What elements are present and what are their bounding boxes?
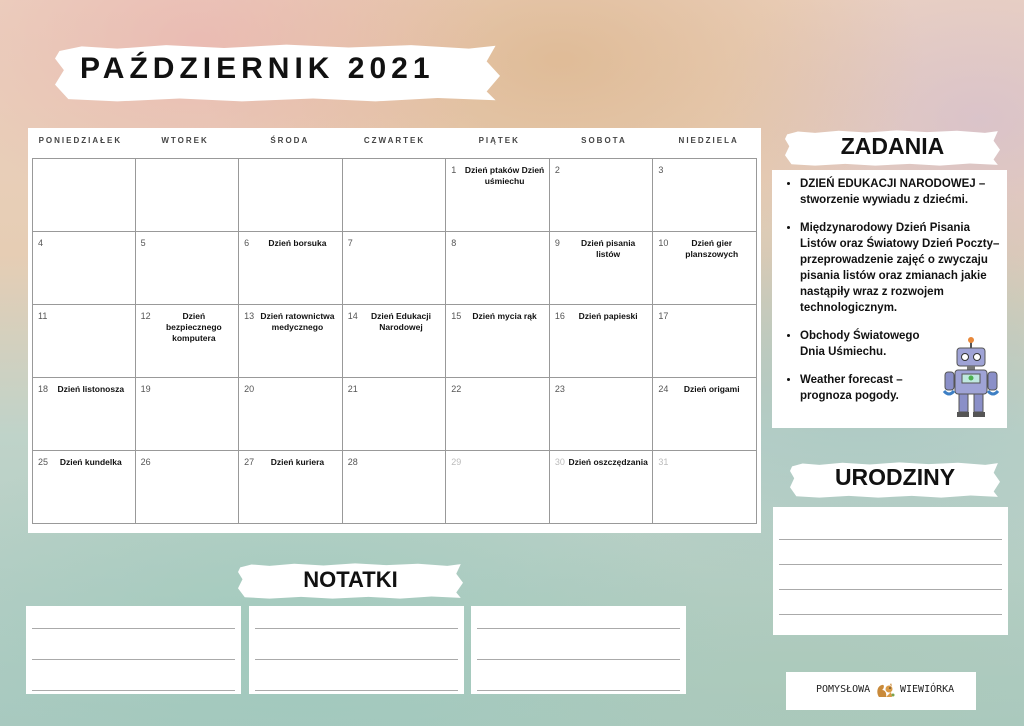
calendar-cell[interactable] [343,305,447,378]
notes-box-3[interactable] [471,606,686,694]
brand-left: POMYSŁOWA [816,684,871,695]
calendar-cell[interactable] [136,378,240,451]
calendar-cell[interactable] [239,159,343,232]
calendar-cell[interactable] [550,451,654,524]
day-event: Dzień mycia rąk [472,311,537,321]
calendar-cell[interactable] [136,305,240,378]
day-number: 3 [658,165,664,175]
day-event: Dzień gier planszowych [685,238,739,259]
tasks-heading: ZADANIA [840,133,945,159]
squirrel-icon [875,681,895,699]
birthdays-heading: URODZINY [834,464,956,490]
weekday-5: SOBOTA [581,136,627,145]
calendar-cell[interactable] [446,451,550,524]
calendar-cell[interactable] [32,451,136,524]
calendar-cell[interactable] [446,378,550,451]
page-title: PAŹDZIERNIK 2021 [80,52,435,85]
calendar-cell[interactable] [343,159,447,232]
day-event: Dzień kuriera [270,457,325,467]
calendar-grid [32,158,757,525]
day-event: Dzień pisania listów [580,238,636,259]
calendar-cell[interactable] [446,232,550,305]
day-number: 29 [451,457,462,467]
day-event: Dzień origami [683,384,740,394]
weekday-1: WTOREK [161,136,209,145]
day-number: 24 [658,384,669,394]
day-number: 16 [554,311,565,321]
day-number: 6 [244,238,250,248]
calendar-cell[interactable] [239,232,343,305]
day-event: Dzień papieski [578,311,638,321]
day-number: 12 [140,311,151,321]
calendar-cell[interactable] [653,378,757,451]
day-number: 22 [451,384,462,394]
robot-icon [942,336,1000,418]
day-number: 27 [244,457,255,467]
calendar-cell[interactable] [32,232,136,305]
calendar-cell[interactable] [550,305,654,378]
calendar-cell[interactable] [550,378,654,451]
day-event: Dzień borsuka [268,238,327,248]
notes-box-1[interactable] [26,606,241,694]
weekday-3: CZWARTEK [363,136,426,145]
day-event: Dzień ptaków Dzień uśmiechu [464,165,545,186]
day-number: 19 [140,384,151,394]
task-item: • Obchody Światowego Dnia Uśmiechu. [800,328,1007,360]
day-number: 13 [244,311,255,321]
day-number: 25 [38,457,49,467]
brand-right: WIEWIÓRKA [900,684,955,695]
notes-box-2[interactable] [249,606,464,694]
day-number: 20 [244,384,255,394]
calendar-cell[interactable] [32,159,136,232]
calendar-cell[interactable] [239,378,343,451]
day-number: 4 [38,238,44,248]
calendar-cell[interactable] [653,451,757,524]
birthdays-box[interactable] [773,507,1008,635]
day-number: 30 [554,457,565,467]
calendar-cell[interactable] [239,451,343,524]
calendar-cell[interactable] [550,159,654,232]
day-number: 31 [658,457,669,467]
calendar-cell[interactable] [343,232,447,305]
day-event: Dzień listonosza [57,384,125,394]
tasks-panel [772,170,1007,428]
day-number: 10 [658,238,669,248]
calendar [28,128,761,533]
calendar-cell[interactable] [239,305,343,378]
calendar-cell[interactable] [343,378,447,451]
task-item: • Międzynarodowy Dzień Pisania Listów oraz Światowy Dzień Poczty– przeprowadzenie zajęć o zwyczaju pisania listów oraz zmianach jakie nastąpiły wraz z rozwojem technologicznym. [800,220,1007,316]
calendar-cell[interactable] [32,378,136,451]
day-number: 1 [451,165,457,175]
notes-heading: NOTATKI [303,567,398,592]
weekday-0: PONIEDZIAŁEK [38,136,123,145]
day-number: 17 [658,311,669,321]
day-number: 23 [554,384,565,394]
calendar-cell[interactable] [136,232,240,305]
day-number: 5 [140,238,146,248]
day-number: 9 [554,238,560,248]
weekday-6: NIEDZIELA [678,136,739,145]
calendar-cell[interactable] [653,232,757,305]
day-event: Dzień Edukacji Narodowej [370,311,431,332]
calendar-cell[interactable] [136,159,240,232]
day-number: 14 [347,311,358,321]
weekday-4: PIĄTEK [478,136,520,145]
calendar-cell[interactable] [653,305,757,378]
day-number: 21 [347,384,358,394]
task-item: • Weather forecast – prognoza pogody. [800,372,1007,404]
day-event: Dzień bezpiecznego komputera [165,311,222,343]
day-number: 15 [451,311,462,321]
calendar-cell[interactable] [653,159,757,232]
day-event: Dzień kundelka [59,457,122,467]
day-number: 7 [347,238,353,248]
day-event: Dzień ratownictwa medycznego [260,311,335,332]
calendar-cell[interactable] [550,232,654,305]
calendar-cell[interactable] [343,451,447,524]
brand-logo [786,672,976,710]
calendar-cell[interactable] [136,451,240,524]
calendar-cell[interactable] [446,159,550,232]
day-number: 18 [38,384,49,394]
weekday-2: ŚRODA [270,136,310,145]
day-event: Dzień oszczędzania [568,457,648,467]
weekday-header [28,128,761,158]
calendar-cell[interactable] [32,305,136,378]
day-number: 26 [140,457,151,467]
day-number: 11 [38,311,48,321]
calendar-cell[interactable] [446,305,550,378]
day-number: 2 [554,165,560,175]
task-item: • DZIEŃ EDUKACJI NARODOWEJ – stworzenie wywiadu z dziećmi. [800,176,1007,208]
day-number: 8 [451,238,457,248]
day-number: 28 [347,457,358,467]
